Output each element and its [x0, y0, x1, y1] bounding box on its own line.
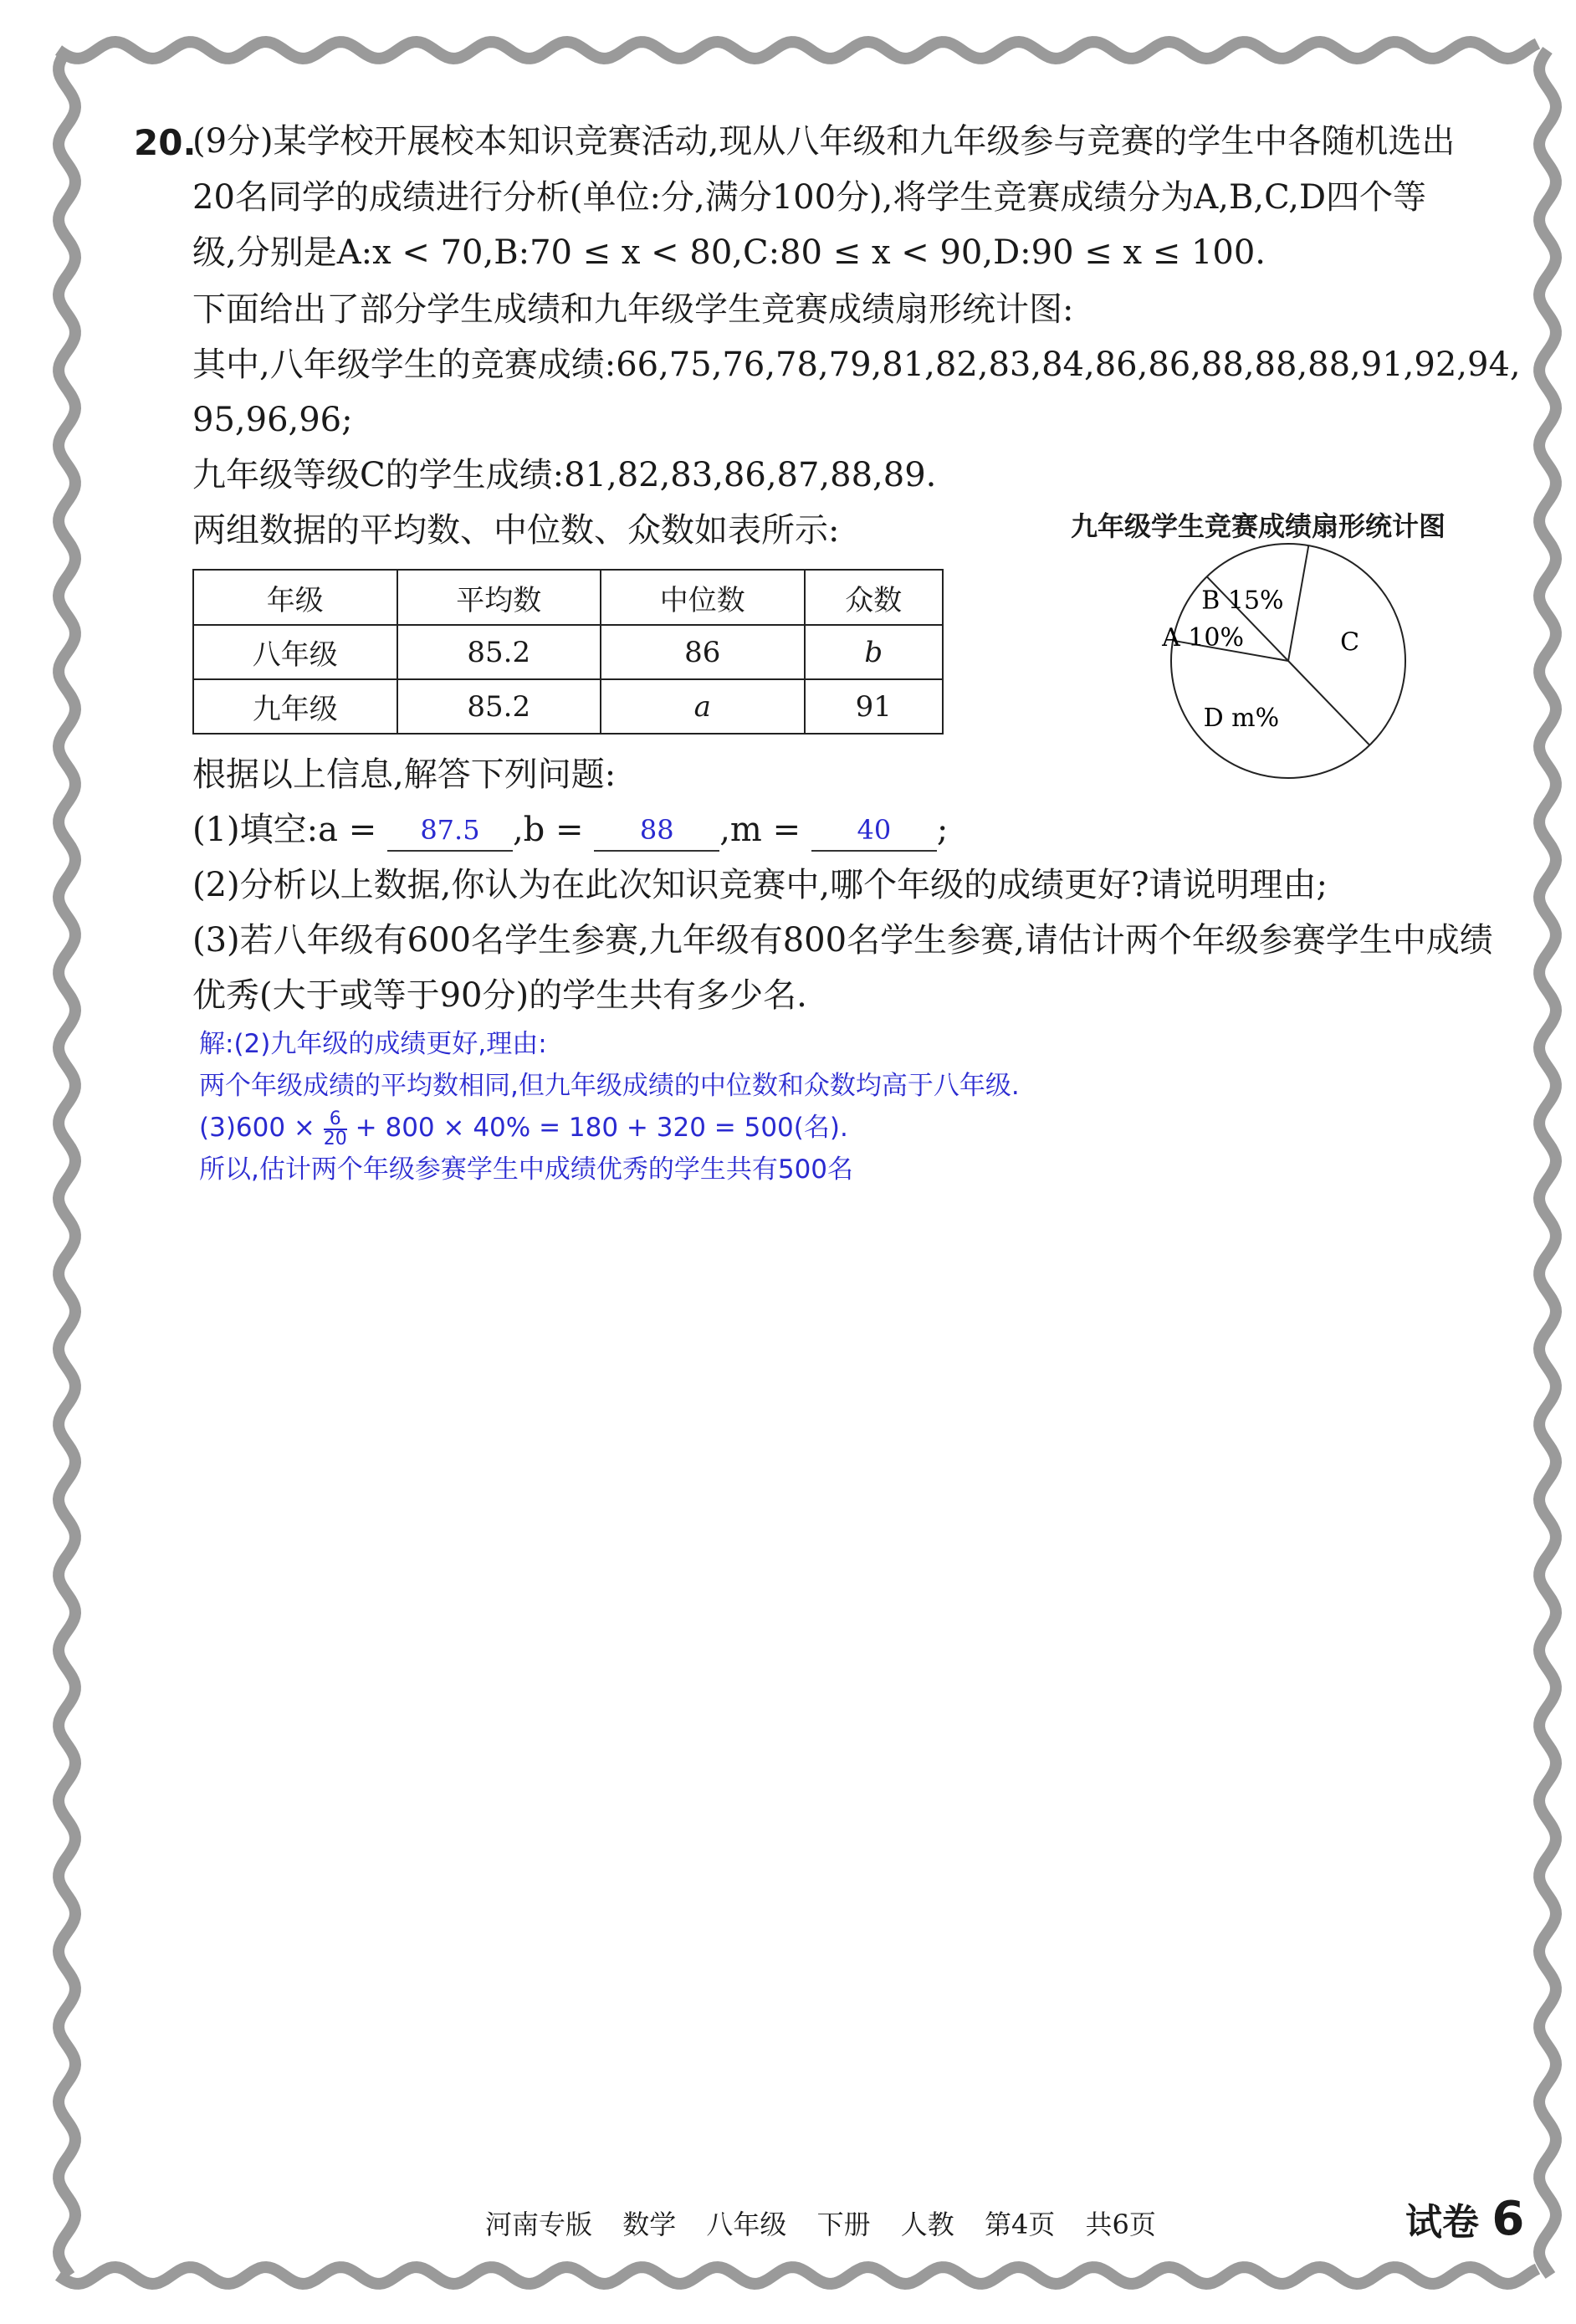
fill-prefix: (1)填空:a =	[192, 811, 377, 849]
table-row	[193, 679, 943, 734]
pie-slice-boundary	[1288, 661, 1369, 745]
fraction-numerator: 6	[324, 1110, 347, 1130]
pie-chart	[1154, 535, 1422, 786]
pie-slice-label: B 15%	[1201, 586, 1284, 616]
chart-title: 九年级学生竞赛成绩扇形统计图	[1071, 510, 1446, 542]
question-line-8: 两组数据的平均数、中位数、众数如表所示:	[192, 511, 840, 550]
fraction-denominator: 20	[323, 1128, 347, 1149]
table-cell: 85.2	[397, 625, 601, 679]
table-header-row	[193, 570, 943, 625]
table-cell: 91	[805, 679, 943, 734]
paper-number	[1405, 2192, 1524, 2246]
table-cell: b	[805, 625, 943, 679]
table-row	[193, 625, 943, 679]
table-cell: 86	[601, 625, 805, 679]
table-header: 年级	[193, 570, 397, 625]
question-line-7: 九年级等级C的学生成绩:81,82,83,86,87,88,89.	[192, 456, 937, 494]
question-3-line-1: (3)若八年级有600名学生参赛,九年级有800名学生参赛,请估计两个年级参赛学生中成绩	[192, 921, 1493, 960]
blank-m	[811, 813, 937, 852]
blank-a	[387, 813, 513, 852]
table-cell: 九年级	[193, 679, 397, 734]
footer-item: 人教	[900, 2209, 954, 2240]
fill-b-label: ,b =	[512, 811, 584, 849]
statistics-table	[192, 569, 944, 735]
paper-label: 试卷	[1405, 2201, 1479, 2244]
paper-digit: 6	[1492, 2192, 1525, 2246]
footer-item: 共6页	[1085, 2209, 1156, 2240]
question-line-2: 20名同学的成绩进行分析(单位:分,满分100分),将学生竞赛成绩分为A,B,C,D四个等	[192, 178, 1427, 217]
table-cell: 八年级	[193, 625, 397, 679]
pie-slice-label: C	[1340, 627, 1360, 658]
pie-slice-boundary	[1288, 545, 1308, 661]
table-cell: 85.2	[397, 679, 601, 734]
question-3-line-2: 优秀(大于或等于90分)的学生共有多少名.	[192, 976, 807, 1015]
answer-a: 87.5	[420, 814, 480, 846]
question-line-4: 下面给出了部分学生成绩和九年级学生竞赛成绩扇形统计图:	[192, 290, 1074, 329]
table-header: 众数	[805, 570, 943, 625]
answer-line-4: 所以,估计两个年级参赛学生中成绩优秀的学生共有500名	[199, 1154, 854, 1185]
fill-suffix: ;	[936, 811, 949, 849]
footer-item: 河南专版	[485, 2209, 593, 2240]
answer-b: 88	[639, 814, 674, 846]
footer-item: 数学	[622, 2209, 677, 2240]
pie-slice-label: D m%	[1203, 703, 1280, 733]
answer-line-3	[199, 1109, 848, 1149]
answer-calc-prefix: (3)600 ×	[199, 1113, 315, 1143]
blank-b	[594, 813, 719, 852]
fill-m-label: ,m =	[719, 811, 801, 849]
question-line-5: 其中,八年级学生的竞赛成绩:66,75,76,78,79,81,82,83,84,86,86,88,88,88,91,92,94,	[192, 346, 1521, 384]
footer-item: 第4页	[984, 2209, 1056, 2240]
footer-item: 下册	[816, 2209, 871, 2240]
page-footer	[485, 2204, 1178, 2242]
answer-line-1: 解:(2)九年级的成绩更好,理由:	[199, 1029, 547, 1059]
prompt-text: 根据以上信息,解答下列问题:	[192, 755, 617, 794]
question-line-1: (9分)某学校开展校本知识竞赛活动,现从八年级和九年级参与竞赛的学生中各随机选出	[192, 122, 1456, 161]
question-2: (2)分析以上数据,你认为在此次知识竞赛中,哪个年级的成绩更好?请说明理由;	[192, 866, 1328, 904]
fill-in-line	[192, 808, 948, 852]
answer-m: 40	[857, 814, 892, 846]
answer-calc-suffix: + 800 × 40% = 180 + 320 = 500(名).	[355, 1113, 848, 1143]
footer-item: 八年级	[706, 2209, 787, 2240]
question-line-3: 级,分别是A:x < 70,B:70 ≤ x < 80,C:80 ≤ x < 90,D:90 ≤ x ≤ 100.	[192, 233, 1266, 272]
fraction	[324, 1110, 347, 1149]
question-line-6: 95,96,96;	[192, 401, 353, 439]
pie-slice-label: A 10%	[1162, 622, 1244, 653]
table-header: 中位数	[601, 570, 805, 625]
question-number: 20.	[134, 122, 197, 163]
table-cell: a	[601, 679, 805, 734]
answer-line-2: 两个年级成绩的平均数相同,但九年级成绩的中位数和众数均高于八年级.	[199, 1071, 1020, 1101]
table-header: 平均数	[397, 570, 601, 625]
